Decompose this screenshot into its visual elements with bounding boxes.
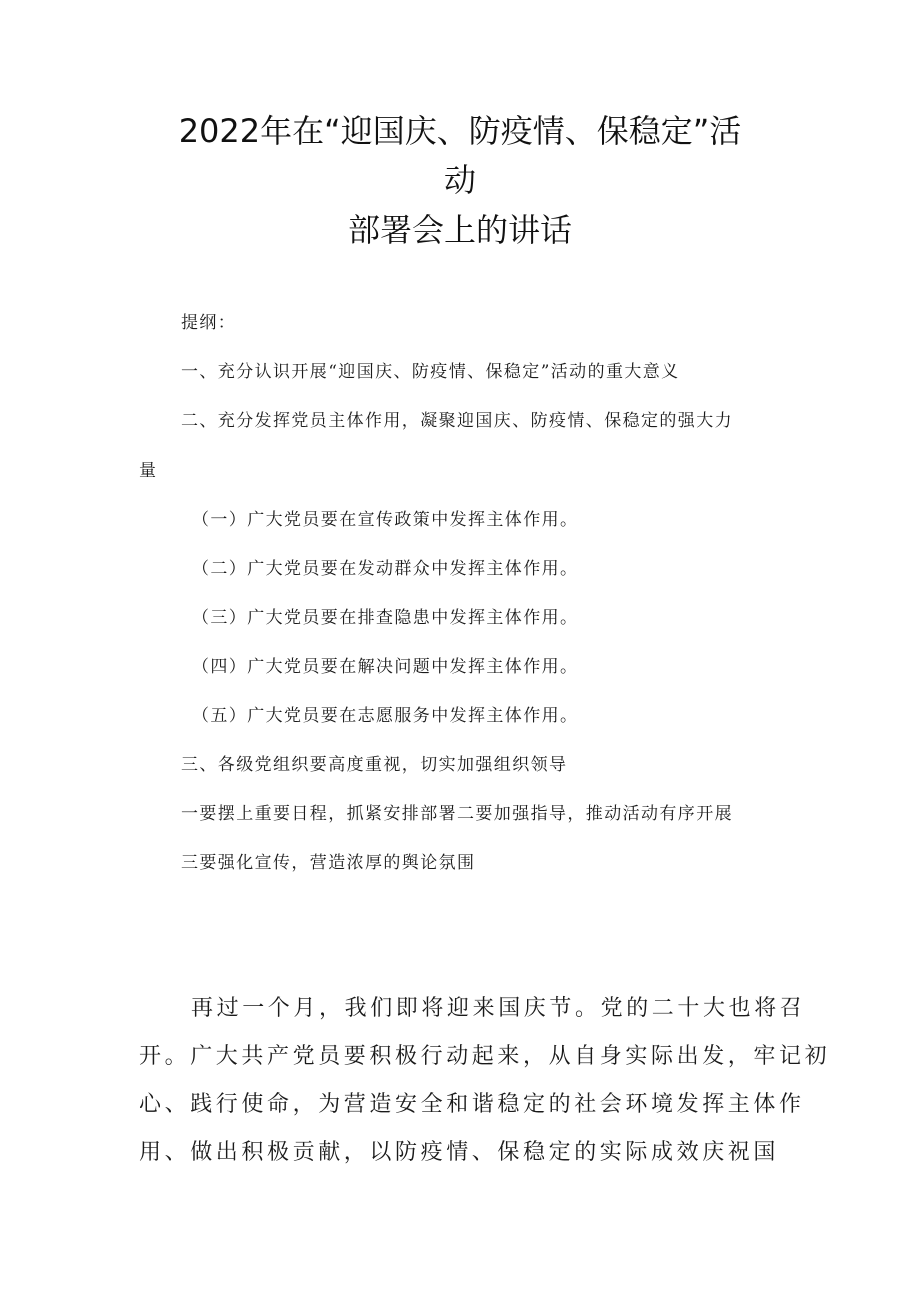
outline-item-2-continued: 量 [139,461,158,481]
body-paragraph-line-4: 用、做出积极贡献，以防疫情、保稳定的实际成效庆祝国 [139,1140,780,1165]
body-paragraph-line-1: 再过一个月，我们即将迎来国庆节。党的二十大也将召 [191,996,806,1021]
document-title-line-2: 动 [443,161,476,199]
outline-item-3-point-a: 一要摆上重要日程，抓紧安排部署二要加强指导，推动活动有序开展 [181,804,733,824]
outline-item-2: 二、充分发挥党员主体作用，凝聚迎国庆、防疫情、保稳定的强大力 [181,411,733,431]
outline-label: 提纲： [181,313,237,333]
outline-item-3: 三、各级党组织要高度重视，切实加强组织领导 [181,755,568,775]
body-paragraph-line-3: 心、践行使命，为营造安全和谐稳定的社会环境发挥主体作 [139,1092,805,1117]
outline-subitem-5: （五）广大党员要在志愿服务中发挥主体作用。 [192,706,579,726]
outline-item-3-point-b: 三要强化宣传，营造浓厚的舆论氛围 [181,853,476,873]
outline-subitem-1: （一）广大党员要在宣传政策中发挥主体作用。 [192,510,579,530]
body-paragraph-line-2: 开。广大共产党员要积极行动起来，从自身实际出发，牢记初 [139,1044,831,1069]
outline-subitem-3: （三）广大党员要在排查隐患中发挥主体作用。 [192,608,579,628]
outline-subitem-2: （二）广大党员要在发动群众中发挥主体作用。 [192,559,579,579]
outline-subitem-4: （四）广大党员要在解决问题中发挥主体作用。 [192,657,579,677]
document-title-line-1: 2022年在“迎国庆、防疫情、保稳定”活 [178,112,742,150]
outline-item-1: 一、充分认识开展“迎国庆、防疫情、保稳定”活动的重大意义 [181,362,680,382]
document-title-line-3: 部署会上的讲话 [347,211,572,249]
